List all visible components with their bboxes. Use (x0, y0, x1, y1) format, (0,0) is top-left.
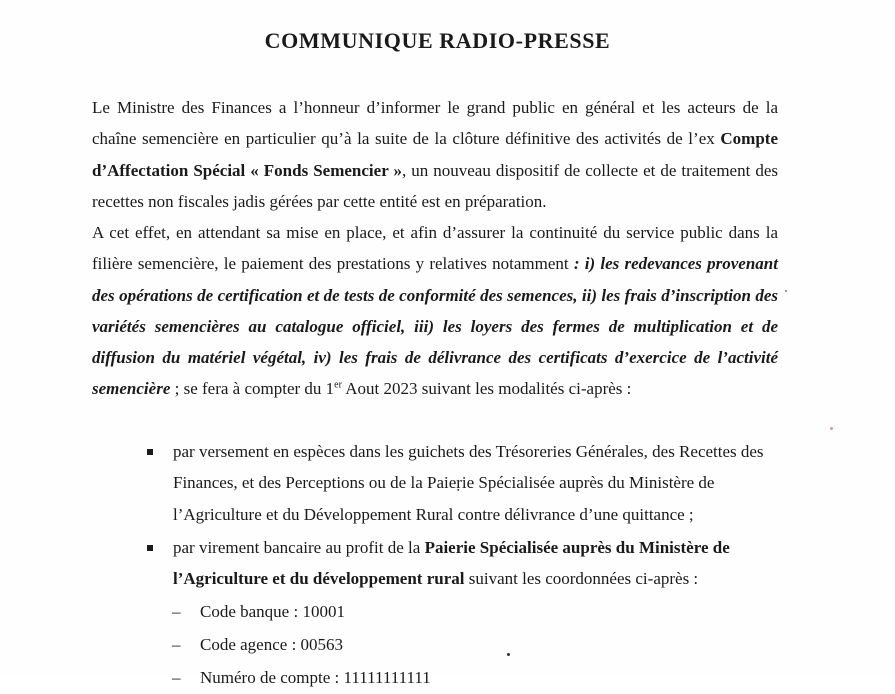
fees-list: : i) les redevances provenant des opérations de certification et de tests de conformité des semences, ii) les frais d’inscription des variétés semencières au catalogue officiel, iii) les loyers des fermes de multiplication et de diffusion du matériel végétal, iv) les frais de délivrance des certificats d’exercice de l’activité semencière (92, 254, 778, 399)
bank-code: Code banque : 10001 (200, 602, 345, 621)
bank-details-list (172, 595, 431, 694)
payment-method-transfer (146, 532, 778, 595)
account-number-item (172, 661, 431, 694)
square-bullet-icon (147, 545, 153, 551)
transfer-text-end: suivant les coordonnées ci-après : (464, 569, 699, 589)
payment-method-cash (146, 436, 778, 530)
date-superscript: er (334, 379, 342, 391)
intro-text-start: Le Ministre des Finances a l’honneur d’informer le grand public en général et les acteurs de la chaîne semencière en particulier qu’à la suite de la clôture définitive des activités de l’ex (92, 98, 778, 149)
scan-speck (830, 427, 833, 430)
measures-paragraph (92, 217, 778, 405)
bank-code-item (172, 595, 431, 628)
transfer-beneficiary: Paierie Spécialisée auprès du Ministère de l’Agriculture et du développement rural (173, 537, 730, 589)
document-title: COMMUNIQUE RADIO-PRESSE (264, 28, 611, 53)
intro-text-end: , un nouveau dispositif de collecte et de traitement des recettes non fiscales jadis gérées par cette entité est en préparation. (92, 160, 778, 211)
payment-method-cash-text: par versement en espèces dans les guichets des Trésoreries Générales, des Recettes des Finances, et des Perceptions ou de la Paieṛie Spécialisée auprès du Ministère de l’Agriculture et du Développement Rural contre délivrance d’une quittance ; (173, 442, 764, 524)
branch-code: Code agence : 00563 (200, 635, 344, 654)
dash-icon: – (172, 602, 181, 621)
dash-icon: – (172, 668, 181, 687)
branch-code-item (172, 628, 431, 661)
transfer-text-start: par virement bancaire au profit de la (173, 537, 425, 557)
measures-text-start: A cet effet, en attendant sa mise en place, et afin d’assurer la continuité du service public dans la filière semencière, le paiement des prestations y relatives notamment (92, 223, 778, 274)
payment-methods-list (146, 436, 778, 596)
measures-text-end: Aout 2023 suivant les modalités ci-après : (341, 379, 632, 399)
scan-speck (785, 290, 787, 292)
square-bullet-icon (147, 449, 153, 455)
intro-paragraph (92, 92, 778, 217)
scan-speck (507, 653, 510, 656)
dash-icon: – (172, 635, 181, 654)
fund-name: Compte d’Affectation Spécial « Fonds Semencier » (92, 129, 778, 180)
account-number: Numéro de compte : 11111111111 (200, 668, 431, 687)
measures-text-middle: ; se fera à compter du 1 (170, 379, 335, 399)
